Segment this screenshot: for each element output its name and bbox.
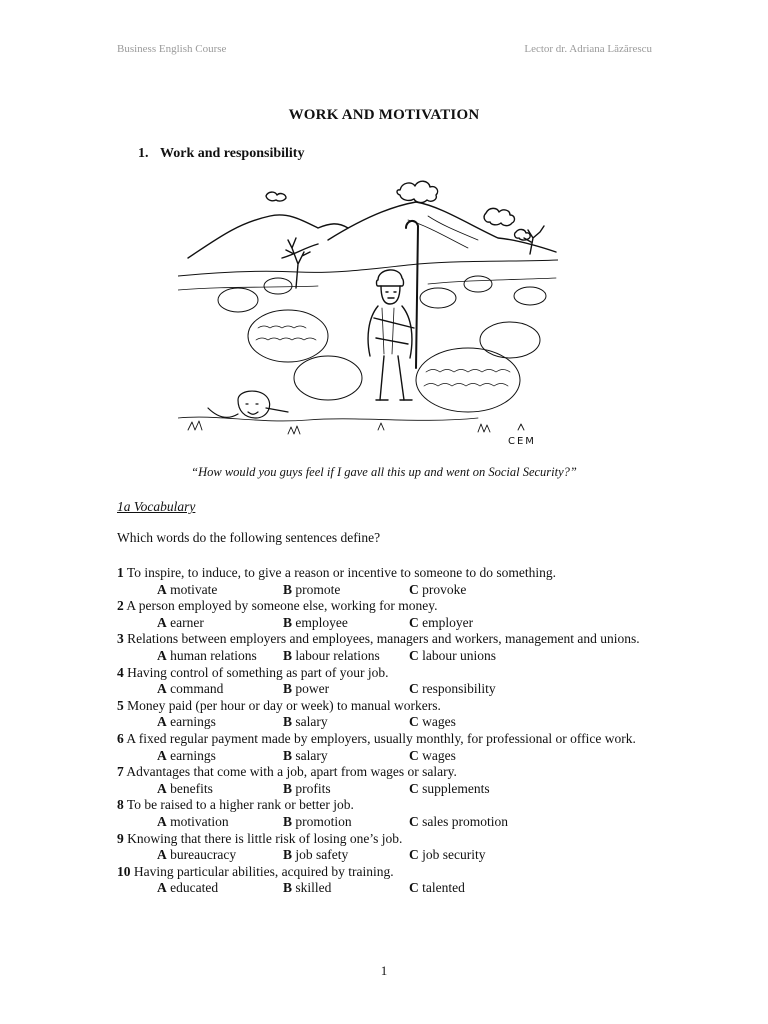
question-item (117, 698, 652, 731)
answer-option-a (157, 714, 216, 731)
question-text (117, 764, 652, 781)
option-word: sales promotion (422, 813, 508, 829)
option-letter: A (157, 847, 167, 863)
answer-option-b (283, 582, 340, 599)
answer-option-a (157, 615, 204, 632)
question-definition: Advantages that come with a job, apart from wages or salary. (126, 764, 457, 780)
option-letter: B (283, 847, 293, 863)
answer-option-c (409, 615, 473, 632)
option-letter: B (283, 647, 293, 663)
question-text (117, 665, 652, 682)
question-definition: To be raised to a higher rank or better job. (126, 797, 354, 813)
answer-option-c (409, 880, 465, 897)
answer-option-c (409, 748, 456, 765)
option-word: profits (295, 780, 331, 796)
answer-option-b (283, 880, 331, 897)
option-word: educated (170, 880, 219, 896)
option-letter: A (157, 747, 167, 763)
question-item (117, 864, 652, 897)
option-letter: B (283, 714, 293, 730)
question-number: 9 (117, 830, 124, 846)
option-word: job security (422, 847, 486, 863)
question-definition: A person employed by someone else, working for money. (126, 598, 438, 614)
answer-option-b (283, 648, 380, 665)
page-header (117, 43, 652, 59)
answer-option-b (283, 714, 328, 731)
question-definition: A fixed regular payment made by employers, usually monthly, for professional or office work. (126, 730, 636, 746)
option-letter: C (409, 581, 419, 597)
option-letter: B (283, 813, 293, 829)
option-word: human relations (170, 647, 257, 663)
shepherd-figure (368, 270, 414, 400)
question-text (117, 731, 652, 748)
option-word: provoke (422, 581, 467, 597)
vocabulary-question-list (117, 565, 652, 897)
option-word: employer (422, 614, 474, 630)
question-number: 3 (117, 631, 124, 647)
option-letter: A (157, 780, 167, 796)
option-word: earner (170, 614, 204, 630)
option-word: employee (295, 614, 348, 630)
option-word: power (295, 681, 330, 697)
page-number: 1 (380, 963, 388, 978)
section-number: 1. (138, 146, 149, 161)
option-letter: A (157, 614, 167, 630)
answer-options (117, 847, 652, 864)
cartoon-caption: “How would you guys feel if I gave all this up and went on Social Security?” (191, 465, 577, 479)
option-letter: C (409, 780, 419, 796)
answer-option-b (283, 748, 328, 765)
mountain-range (188, 215, 348, 258)
option-word: motivate (170, 581, 218, 597)
bare-tree-left (286, 238, 310, 288)
option-letter: B (283, 780, 293, 796)
answer-option-a (157, 847, 236, 864)
option-letter: A (157, 581, 167, 597)
shepherd-cartoon-illustration (178, 168, 558, 452)
option-letter: B (283, 614, 293, 630)
question-item (117, 831, 652, 864)
question-definition: To inspire, to induce, to give a reason or incentive to someone to do something. (126, 565, 556, 580)
question-text (117, 698, 652, 715)
option-word: skilled (295, 880, 332, 896)
question-item (117, 797, 652, 830)
question-definition: Having control of something as part of your job. (127, 664, 389, 680)
answer-option-b (283, 814, 352, 831)
option-letter: A (157, 681, 167, 697)
option-letter: A (157, 647, 167, 663)
question-definition: Relations between employers and employees, managers and workers, management and unions. (127, 631, 640, 647)
question-definition: Having particular abilities, acquired by training. (133, 863, 394, 879)
option-word: earnings (170, 747, 216, 763)
artist-signature: CEM (508, 436, 536, 447)
question-text (117, 598, 652, 615)
question-item (117, 665, 652, 698)
option-word: wages (422, 714, 456, 730)
question-text (117, 864, 652, 881)
question-item (117, 764, 652, 797)
answer-option-a (157, 648, 257, 665)
question-text (117, 831, 652, 848)
answer-options (117, 648, 652, 665)
question-number: 4 (117, 664, 124, 680)
cloud (266, 192, 286, 201)
answer-option-b (283, 847, 348, 864)
option-letter: B (283, 681, 293, 697)
question-item (117, 565, 652, 598)
answer-option-a (157, 880, 218, 897)
question-text (117, 631, 652, 648)
subsection-heading: 1a Vocabulary (117, 499, 196, 514)
question-number: 6 (117, 730, 124, 746)
answer-options (117, 880, 652, 897)
option-letter: A (157, 880, 167, 896)
question-number: 7 (117, 764, 124, 780)
question-text (117, 565, 652, 582)
option-letter: B (283, 747, 293, 763)
question-number: 8 (117, 797, 124, 813)
answer-options (117, 814, 652, 831)
answer-option-c (409, 714, 456, 731)
option-letter: B (283, 581, 293, 597)
sheep-dog (208, 391, 288, 418)
option-letter: C (409, 880, 419, 896)
question-number: 10 (117, 863, 131, 879)
option-word: command (170, 681, 224, 697)
page-title: WORK AND MOTIVATION (288, 107, 480, 123)
option-letter: C (409, 714, 419, 730)
option-word: motivation (170, 813, 229, 829)
option-word: talented (422, 880, 465, 896)
option-letter: C (409, 614, 419, 630)
question-number: 1 (117, 565, 124, 580)
question-definition: Money paid (per hour or day or week) to manual workers. (127, 697, 441, 713)
answer-options (117, 748, 652, 765)
bare-tree-right (524, 226, 544, 254)
answer-option-a (157, 814, 229, 831)
option-word: salary (295, 747, 328, 763)
option-word: responsibility (422, 681, 496, 697)
option-word: wages (422, 747, 456, 763)
option-letter: C (409, 847, 419, 863)
answer-option-c (409, 681, 496, 698)
answer-option-a (157, 748, 216, 765)
option-word: benefits (170, 780, 213, 796)
course-name: Business English Course (117, 43, 227, 55)
answer-option-b (283, 615, 348, 632)
question-item (117, 631, 652, 664)
option-word: bureaucracy (170, 847, 237, 863)
question-item (117, 731, 652, 764)
option-letter: A (157, 813, 167, 829)
answer-option-a (157, 582, 217, 599)
question-definition: Knowing that there is little risk of losing one’s job. (127, 830, 403, 846)
question-number: 2 (117, 598, 124, 614)
answer-option-c (409, 781, 490, 798)
answer-option-a (157, 681, 223, 698)
answer-option-c (409, 582, 466, 599)
option-letter: C (409, 747, 419, 763)
option-letter: C (409, 647, 419, 663)
answer-option-b (283, 781, 331, 798)
answer-options (117, 714, 652, 731)
option-letter: B (283, 880, 293, 896)
answer-option-c (409, 648, 496, 665)
option-word: labour unions (422, 647, 496, 663)
option-word: job safety (295, 847, 349, 863)
option-word: labour relations (295, 647, 380, 663)
answer-option-c (409, 814, 508, 831)
question-item (117, 598, 652, 631)
option-word: salary (295, 714, 328, 730)
option-letter: C (409, 681, 419, 697)
answer-option-a (157, 781, 213, 798)
option-word: supplements (422, 780, 490, 796)
question-text (117, 797, 652, 814)
answer-option-c (409, 847, 486, 864)
option-word: earnings (170, 714, 216, 730)
option-word: promotion (295, 813, 352, 829)
question-number: 5 (117, 697, 124, 713)
answer-options (117, 681, 652, 698)
option-letter: A (157, 714, 167, 730)
answer-option-b (283, 681, 329, 698)
cloud (397, 181, 438, 202)
cloud (484, 208, 514, 225)
author-name: Lector dr. Adriana Lăzărescu (524, 43, 652, 55)
answer-options (117, 781, 652, 798)
exercise-instruction: Which words do the following sentences define? (117, 530, 381, 545)
section-title: Work and responsibility (160, 146, 305, 161)
grass (188, 421, 524, 434)
answer-options (117, 615, 652, 632)
section-heading (138, 146, 304, 162)
option-word: promote (295, 581, 341, 597)
mountain-range (328, 202, 556, 252)
option-letter: C (409, 813, 419, 829)
answer-options (117, 582, 652, 599)
